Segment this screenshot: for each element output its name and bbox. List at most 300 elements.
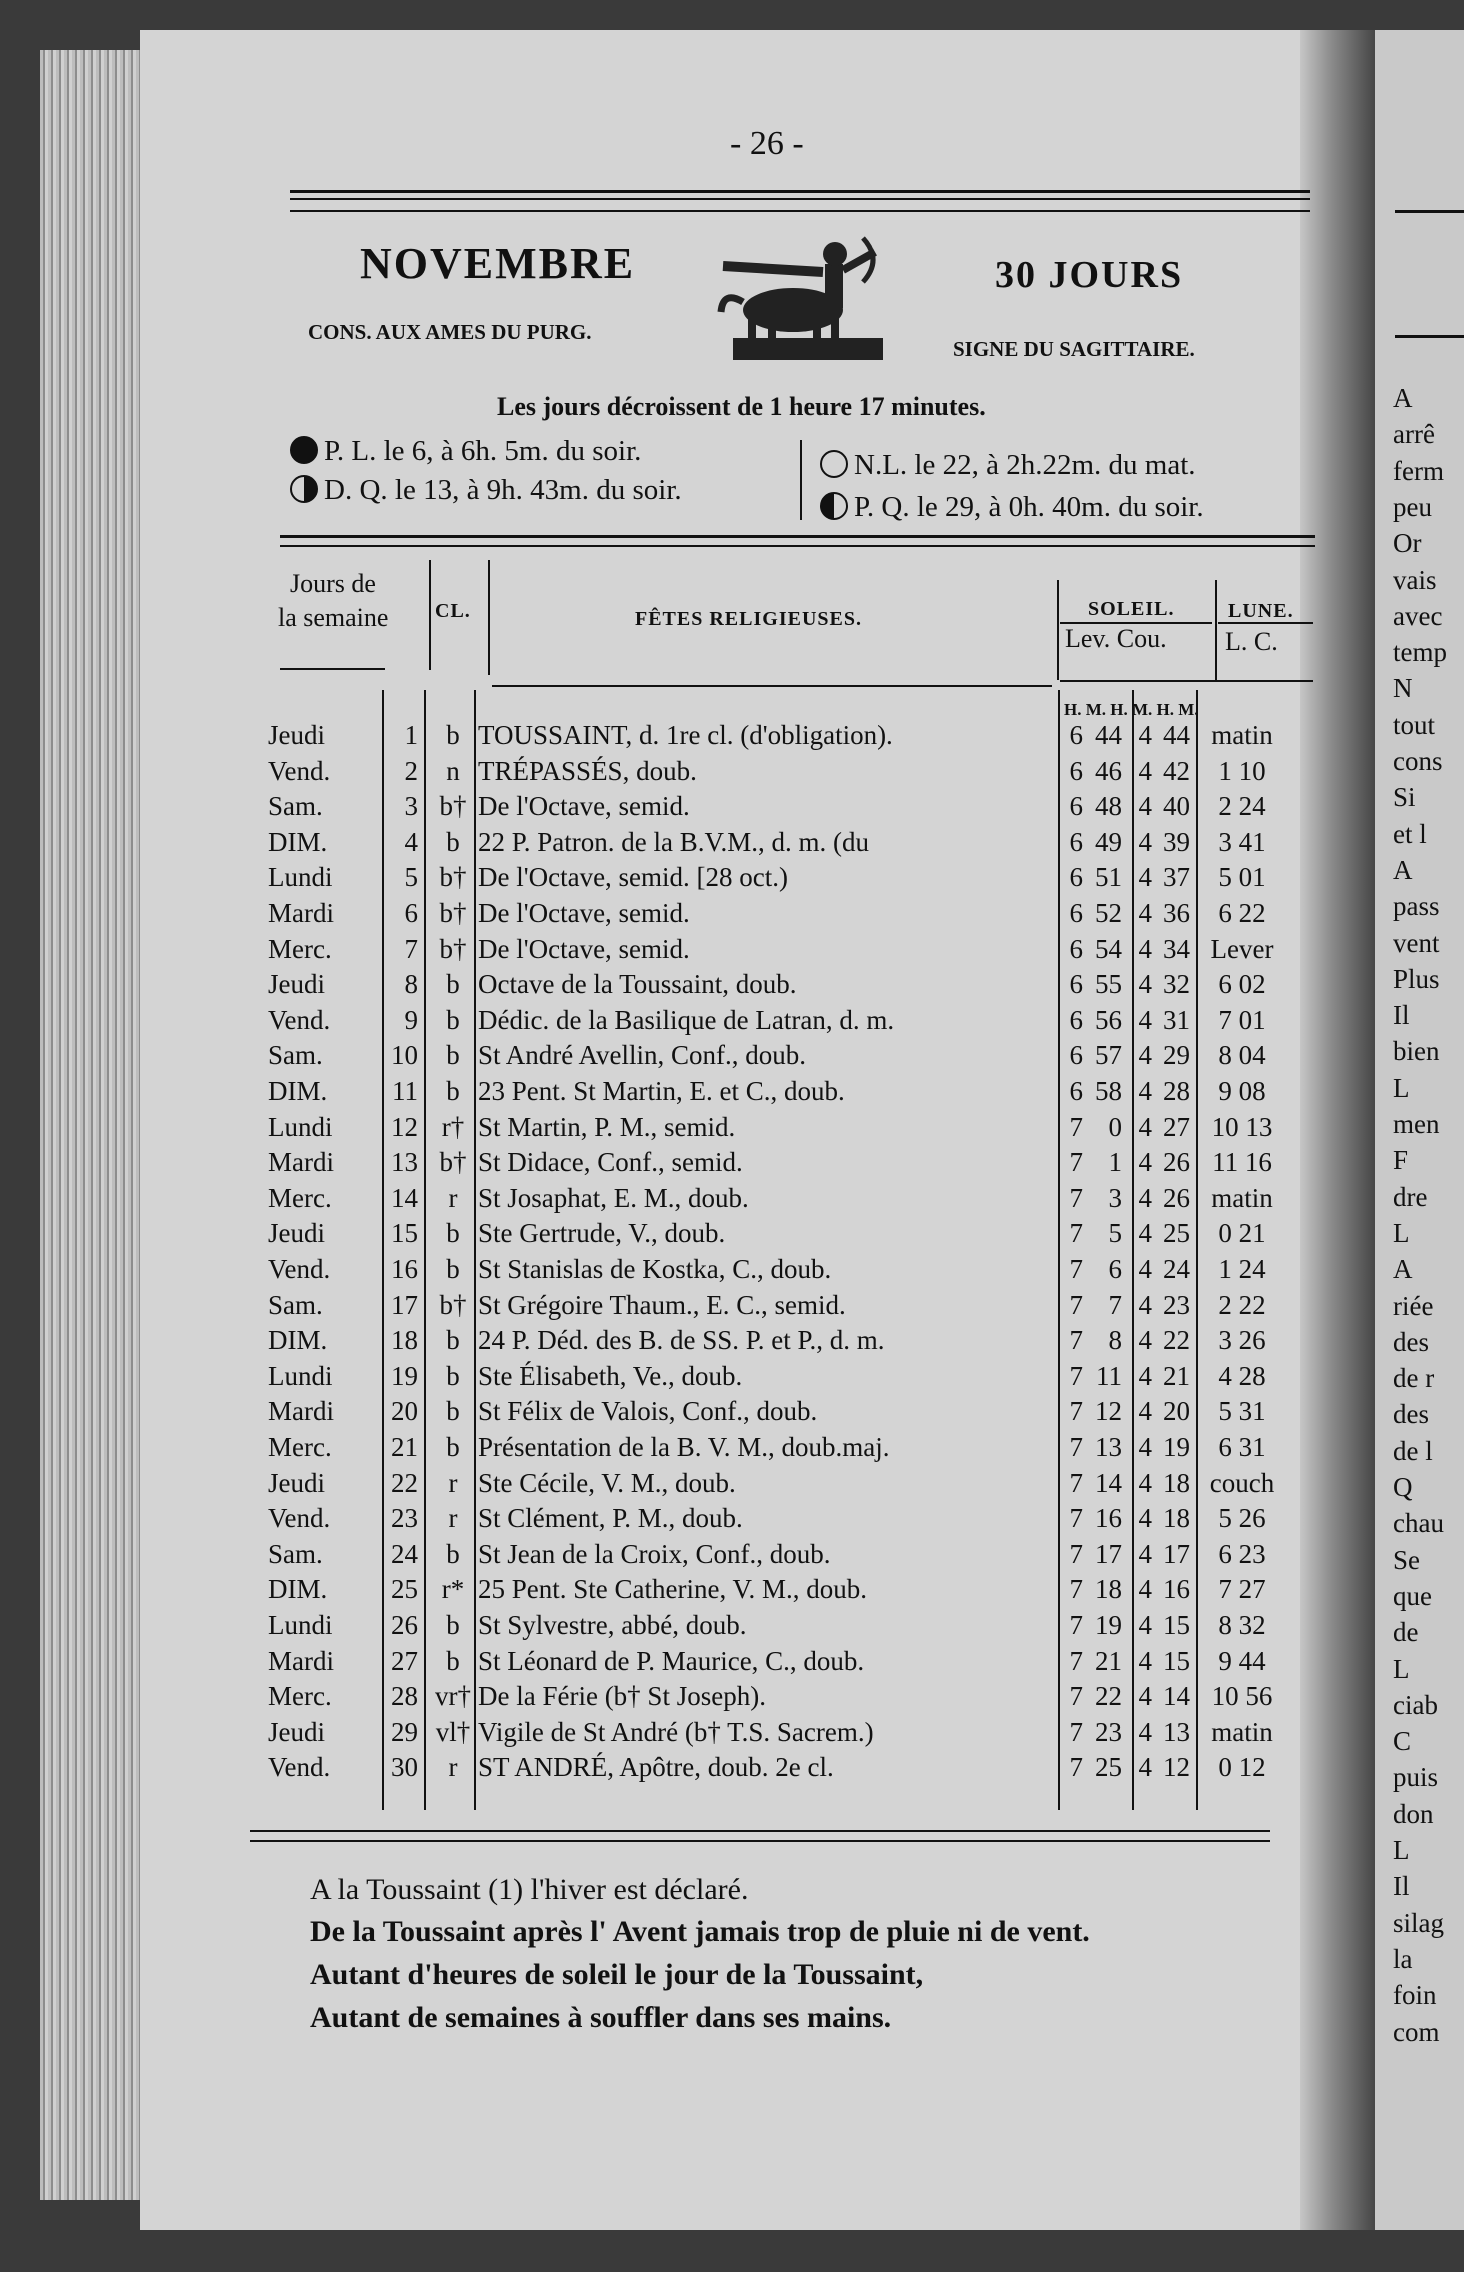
cell-num: 11 [392, 1076, 418, 1106]
cell-lh: 6 [1069, 1040, 1083, 1071]
table-row [268, 860, 1318, 894]
cell-lm: 48 [1095, 791, 1122, 822]
cell-day: Vend. [268, 1254, 331, 1284]
table-row [268, 1145, 1318, 1179]
cell-lh: 6 [1069, 969, 1083, 1000]
cell-lh: 6 [1069, 826, 1083, 857]
cell-num: 23 [391, 1503, 418, 1534]
cell-ch: 4 [1138, 1040, 1152, 1071]
table-row [268, 718, 1318, 752]
cell-feast: 23 Pent. St Martin, E. et C., doub. [478, 1076, 845, 1106]
cell-moon: 3 26 [1218, 1325, 1266, 1356]
cell-lm: 55 [1095, 969, 1122, 1000]
cell-day: Merc. [268, 933, 332, 964]
cell-lh: 6 [1069, 1004, 1083, 1035]
cell-cl: b [446, 1538, 460, 1569]
units-row: H. M. H. M. H. M. [1064, 700, 1199, 719]
cell-ch: 4 [1138, 1396, 1152, 1427]
cell-cm: 20 [1163, 1396, 1190, 1427]
cell-lh: 7 [1069, 1610, 1083, 1640]
next-page-text: temp [1393, 637, 1447, 668]
next-page-text: Q [1393, 1472, 1413, 1502]
cell-num: 16 [391, 1254, 418, 1284]
table-row [268, 1359, 1318, 1393]
next-page-text: A [1393, 1254, 1413, 1285]
cell-day: Jeudi [268, 1716, 325, 1747]
header-soleil: SOLEIL. [1088, 598, 1175, 620]
cell-feast: St André Avellin, Conf., doub. [478, 1040, 806, 1071]
cell-ch: 4 [1138, 826, 1152, 857]
cell-feast: 24 P. Déd. des B. de SS. P. et P., d. m. [478, 1325, 885, 1356]
next-page-text: don [1393, 1798, 1434, 1829]
next-page-text: de r [1393, 1363, 1435, 1394]
cell-lm: 17 [1095, 1538, 1122, 1569]
next-page-text: N [1393, 673, 1413, 704]
next-page-text: de l [1393, 1435, 1433, 1466]
zodiac-sign: SIGNE DU SAGITTAIRE. [953, 337, 1195, 361]
cell-moon: 7 27 [1218, 1574, 1266, 1605]
header-class: CL. [435, 600, 471, 622]
cell-cl: b [446, 1432, 460, 1462]
top-rule [290, 190, 1310, 193]
cell-ch: 4 [1138, 720, 1152, 750]
cell-cm: 17 [1163, 1538, 1190, 1569]
cell-cl: b† [439, 1147, 467, 1178]
cell-ch: 4 [1138, 1574, 1152, 1605]
cell-ch: 4 [1138, 1325, 1152, 1356]
header-feasts: FÊTES RELIGIEUSES. [635, 608, 862, 630]
cell-lm: 8 [1108, 1325, 1122, 1356]
cell-lm: 56 [1095, 1004, 1122, 1035]
cell-cl: b† [439, 898, 467, 928]
header-col-sep-1 [429, 560, 431, 670]
cell-ch: 4 [1138, 1467, 1152, 1498]
cell-moon: 10 13 [1211, 1111, 1273, 1142]
last-quarter-icon [290, 475, 318, 503]
cell-ch: 4 [1138, 969, 1152, 1000]
cell-feast: St Léonard de P. Maurice, C., doub. [478, 1645, 865, 1676]
cell-feast: St Josaphat, E. M., doub. [478, 1182, 749, 1213]
cell-cm: 22 [1163, 1325, 1190, 1356]
cell-day: DIM. [268, 1574, 328, 1605]
next-page-text: arrê [1393, 419, 1435, 450]
cell-cl: b [446, 826, 460, 857]
cell-cm: 21 [1163, 1360, 1190, 1391]
next-page-text: Si [1393, 782, 1416, 813]
month-title: NOVEMBRE [360, 239, 636, 288]
header-col-sep-4 [1215, 580, 1217, 680]
cell-num: 3 [404, 791, 418, 822]
proverb-line-2: De la Toussaint après l' Avent jamais trop de pluie ni de vent. [310, 1915, 1090, 1948]
cell-lm: 6 [1108, 1254, 1122, 1284]
cell-num: 20 [391, 1396, 418, 1427]
cell-lh: 6 [1069, 933, 1083, 964]
cell-feast: St Jean de la Croix, Conf., doub. [478, 1538, 831, 1569]
cell-cm: 29 [1163, 1040, 1190, 1071]
cell-cl: r [448, 1467, 458, 1498]
cell-lm: 13 [1095, 1432, 1122, 1462]
header-bottom-rule-1 [280, 668, 385, 670]
cell-num: 27 [391, 1645, 418, 1676]
cell-day: DIM. [268, 1076, 328, 1106]
cell-lm: 57 [1095, 1040, 1122, 1071]
cell-feast: TRÉPASSÉS, doub. [478, 755, 697, 786]
lune-underline [1218, 622, 1313, 624]
cell-cm: 34 [1163, 933, 1190, 964]
next-page-text: men [1393, 1109, 1440, 1139]
table-row [268, 789, 1318, 823]
table-row [268, 1003, 1318, 1037]
cell-lh: 7 [1069, 1111, 1083, 1142]
cell-moon: matin [1211, 1716, 1273, 1747]
phase-full-moon [290, 436, 641, 466]
proverb-line-4: Autant de semaines à souffler dans ses mains. [310, 2001, 892, 2034]
cell-cl: r [448, 1182, 458, 1213]
cell-moon: 10 56 [1211, 1681, 1273, 1712]
cell-cl: b† [439, 862, 467, 893]
cell-day: Merc. [268, 1432, 332, 1462]
daylight-decrease-note: Les jours décroissent de 1 heure 17 minutes. [497, 392, 986, 421]
cell-day: Sam. [268, 1040, 323, 1071]
next-page-text: que [1393, 1580, 1432, 1611]
cell-num: 2 [404, 755, 418, 786]
cell-lm: 16 [1095, 1503, 1122, 1534]
cell-moon: 3 41 [1218, 826, 1266, 857]
next-page-text: Il [1393, 1000, 1410, 1031]
header-semaine: la semaine [278, 603, 389, 632]
cell-lm: 18 [1095, 1574, 1122, 1605]
cell-ch: 4 [1138, 933, 1152, 964]
page-number: - 26 - [730, 125, 804, 162]
cell-lh: 7 [1069, 1396, 1083, 1427]
cell-cm: 40 [1163, 791, 1190, 822]
table-row [268, 1501, 1318, 1535]
cell-cl: b [446, 1040, 460, 1071]
next-page-text: cons [1393, 746, 1443, 776]
cell-moon: 2 22 [1218, 1289, 1266, 1320]
table-row [268, 1288, 1318, 1322]
full-moon-icon [290, 436, 318, 464]
cell-num: 21 [391, 1432, 418, 1462]
cell-cm: 19 [1163, 1432, 1190, 1462]
cell-lh: 7 [1069, 1325, 1083, 1356]
cell-num: 12 [391, 1111, 418, 1142]
cell-cm: 23 [1163, 1289, 1190, 1320]
next-page-text: des [1393, 1326, 1429, 1357]
table-bottom-rule [250, 1830, 1270, 1832]
next-page-text: vent [1393, 927, 1440, 958]
cell-feast: St Félix de Valois, Conf., doub. [478, 1396, 818, 1427]
cell-feast: Ste Élisabeth, Ve., doub. [478, 1360, 743, 1391]
cell-moon: 6 22 [1218, 898, 1266, 928]
cell-day: Sam. [268, 791, 323, 822]
cell-lm: 22 [1095, 1681, 1122, 1712]
cell-lm: 52 [1095, 898, 1122, 928]
cell-feast: Dédic. de la Basilique de Latran, d. m. [478, 1004, 895, 1035]
cell-day: DIM. [268, 1325, 328, 1356]
cell-lm: 25 [1095, 1752, 1122, 1783]
table-top-rule-2 [280, 545, 1315, 547]
cell-feast: St Martin, P. M., semid. [478, 1111, 736, 1142]
cell-cm: 12 [1163, 1752, 1190, 1783]
cell-feast: De l'Octave, semid. [478, 898, 690, 928]
proverb-line-1: A la Toussaint (1) l'hiver est déclaré. [310, 1873, 749, 1906]
table-row [268, 1644, 1318, 1678]
cell-lh: 7 [1069, 1752, 1083, 1783]
next-page-text: pass [1393, 891, 1440, 922]
cell-ch: 4 [1138, 1645, 1152, 1676]
phase-full-moon-text: P. L. le 6, à 6h. 5m. du soir. [324, 435, 642, 467]
cell-moon: matin [1211, 720, 1273, 750]
cell-moon: 7 01 [1218, 1004, 1266, 1035]
cell-ch: 4 [1138, 1360, 1152, 1391]
top-rule-2 [290, 198, 1310, 200]
cell-num: 4 [404, 826, 418, 857]
cell-cm: 14 [1163, 1681, 1190, 1712]
cell-feast: St Stanislas de Kostka, C., doub. [478, 1254, 832, 1284]
cell-lm: 19 [1095, 1610, 1122, 1640]
cell-cl: b [446, 1396, 460, 1427]
cell-moon: 6 31 [1218, 1432, 1266, 1462]
cell-feast: St Sylvestre, abbé, doub. [478, 1610, 747, 1640]
cell-num: 22 [391, 1467, 418, 1498]
cell-moon: matin [1211, 1182, 1273, 1213]
next-page-text: L [1393, 1653, 1410, 1684]
next-page-text: riée [1393, 1290, 1434, 1321]
table-row [268, 825, 1318, 859]
phase-first-quarter [820, 492, 1204, 522]
cell-ch: 4 [1138, 1147, 1152, 1178]
cell-num: 7 [404, 933, 418, 964]
cell-lm: 23 [1095, 1716, 1122, 1747]
cell-feast: Octave de la Toussaint, doub. [478, 969, 797, 1000]
cell-moon: 5 31 [1218, 1396, 1266, 1427]
next-page-text: avec [1393, 600, 1443, 631]
next-page-text: A [1393, 854, 1413, 885]
cell-cm: 13 [1163, 1716, 1190, 1747]
table-row [268, 1715, 1318, 1749]
new-moon-icon [820, 450, 848, 478]
cell-ch: 4 [1138, 898, 1152, 928]
cell-day: Lundi [268, 1610, 333, 1640]
cell-ch: 4 [1138, 1681, 1152, 1712]
cell-cm: 18 [1163, 1467, 1190, 1498]
cell-cl: b [446, 1610, 460, 1640]
cell-num: 25 [391, 1574, 418, 1605]
cell-lh: 7 [1069, 1218, 1083, 1249]
table-row [268, 1038, 1318, 1072]
cell-moon: 5 26 [1218, 1503, 1266, 1534]
cell-lh: 6 [1069, 1076, 1083, 1106]
table-row [268, 1430, 1318, 1464]
cell-moon: Lever [1210, 933, 1274, 964]
cell-moon: 9 44 [1218, 1645, 1266, 1676]
cell-feast: De l'Octave, semid. [478, 791, 690, 822]
next-page-fragment [1375, 30, 1464, 2230]
cell-cl: b [446, 1076, 460, 1106]
cell-lh: 6 [1069, 755, 1083, 786]
cell-cl: r† [441, 1111, 465, 1142]
proverb-line-3: Autant d'heures de soleil le jour de la Toussaint, [310, 1958, 924, 1991]
cell-lh: 7 [1069, 1254, 1083, 1284]
cell-day: Lundi [268, 862, 333, 893]
cell-num: 18 [391, 1325, 418, 1356]
next-page-text: C [1393, 1726, 1412, 1757]
cell-lh: 7 [1069, 1716, 1083, 1747]
next-page-text: puis [1393, 1762, 1439, 1793]
cell-feast: 25 Pent. Ste Catherine, V. M., doub. [478, 1574, 867, 1605]
top-rule-3 [290, 210, 1310, 212]
cell-ch: 4 [1138, 1004, 1152, 1035]
cell-cl: r [448, 1503, 458, 1534]
header-bottom-rule-3 [1060, 680, 1313, 682]
phase-separator [800, 440, 802, 520]
cell-ch: 4 [1138, 755, 1152, 786]
cell-cl: b [446, 969, 460, 1000]
cell-lm: 44 [1095, 720, 1122, 750]
cell-ch: 4 [1138, 862, 1152, 893]
header-col-sep-2 [488, 560, 490, 675]
cell-ch: 4 [1138, 1182, 1152, 1213]
cell-lm: 58 [1095, 1076, 1122, 1106]
cell-ch: 4 [1138, 791, 1152, 822]
cell-day: Lundi [268, 1111, 333, 1142]
phase-last-quarter [290, 475, 682, 505]
cell-feast: De l'Octave, semid. [478, 933, 690, 964]
cell-day: Merc. [268, 1182, 332, 1213]
cell-day: Merc. [268, 1681, 332, 1712]
cell-feast: Vigile de St André (b† T.S. Sacrem.) [478, 1716, 874, 1747]
cell-cl: b [446, 1325, 460, 1356]
next-page-text: Or [1393, 528, 1422, 559]
cell-ch: 4 [1138, 1111, 1152, 1142]
cell-lh: 6 [1069, 862, 1083, 893]
cell-cm: 18 [1163, 1503, 1190, 1534]
cell-ch: 4 [1138, 1716, 1152, 1747]
cell-num: 14 [391, 1182, 418, 1213]
table-row [268, 1572, 1318, 1606]
cell-ch: 4 [1138, 1610, 1152, 1640]
cell-moon: 4 28 [1218, 1360, 1266, 1391]
next-page-text: peu [1393, 491, 1432, 522]
cell-lm: 54 [1095, 933, 1122, 964]
cell-cl: b [446, 720, 460, 750]
cell-num: 30 [391, 1752, 418, 1783]
next-page-text: A [1393, 383, 1413, 413]
cell-day: Jeudi [268, 1218, 325, 1249]
cell-day: Jeudi [268, 969, 325, 1000]
cell-num: 29 [391, 1716, 418, 1747]
cell-num: 5 [404, 862, 418, 893]
table-row [268, 1679, 1318, 1713]
cell-feast: De l'Octave, semid. [28 oct.) [478, 862, 789, 893]
cell-moon: 0 21 [1218, 1218, 1266, 1249]
soleil-underline [1060, 622, 1212, 624]
cell-cl: b† [439, 933, 467, 964]
table-row [268, 1608, 1318, 1642]
cell-lm: 5 [1108, 1218, 1122, 1249]
sagittarius-emblem [713, 230, 908, 370]
next-page-rule-2 [1395, 335, 1464, 338]
cell-cl: b† [439, 1289, 467, 1320]
cell-moon: 1 10 [1218, 755, 1266, 786]
next-page-rule [1395, 210, 1464, 213]
cell-cl: r [448, 1752, 458, 1783]
next-page-text: silag [1393, 1907, 1444, 1938]
cell-lm: 14 [1095, 1467, 1122, 1498]
cell-num: 19 [391, 1360, 418, 1391]
cell-num: 13 [391, 1147, 418, 1178]
header-bottom-rule-2 [492, 685, 1052, 687]
table-row [268, 1394, 1318, 1428]
cell-lh: 7 [1069, 1538, 1083, 1569]
cell-lm: 0 [1108, 1111, 1122, 1142]
cell-day: Sam. [268, 1289, 323, 1320]
cell-feast: Ste Gertrude, V., doub. [478, 1218, 726, 1249]
cell-cm: 27 [1163, 1111, 1190, 1142]
cell-day: Jeudi [268, 1467, 325, 1498]
cell-lh: 7 [1069, 1289, 1083, 1320]
cell-moon: 9 08 [1218, 1076, 1266, 1106]
cell-ch: 4 [1138, 1289, 1152, 1320]
cell-feast: Ste Cécile, V. M., doub. [478, 1467, 736, 1498]
cell-ch: 4 [1138, 1752, 1152, 1783]
phase-first-quarter-text: P. Q. le 29, à 0h. 40m. du soir. [854, 491, 1204, 523]
cell-ch: 4 [1138, 1254, 1152, 1284]
cell-cm: 28 [1163, 1076, 1190, 1106]
cell-moon: couch [1209, 1467, 1275, 1498]
cell-cl: b† [439, 791, 467, 822]
cell-cl: vl† [435, 1716, 471, 1747]
cell-lh: 7 [1069, 1467, 1083, 1498]
cell-day: Jeudi [268, 720, 325, 750]
next-page-text: vais [1393, 564, 1437, 595]
cell-lm: 1 [1108, 1147, 1122, 1178]
cell-lh: 7 [1069, 1503, 1083, 1534]
cell-lh: 7 [1069, 1645, 1083, 1676]
next-page-text: dre [1393, 1181, 1428, 1212]
cell-lh: 6 [1069, 720, 1083, 750]
next-page-text: Il [1393, 1871, 1410, 1902]
cell-lm: 21 [1095, 1645, 1122, 1676]
cell-num: 1 [404, 720, 418, 750]
cell-moon: 0 12 [1218, 1752, 1266, 1783]
cell-moon: 8 04 [1218, 1040, 1266, 1071]
table-row [268, 896, 1318, 930]
cell-lh: 6 [1069, 791, 1083, 822]
book-page-edges [40, 50, 150, 2200]
cell-cm: 42 [1163, 755, 1190, 786]
cell-cm: 25 [1163, 1218, 1190, 1249]
cell-feast: St Grégoire Thaum., E. C., semid. [478, 1289, 846, 1320]
table-row [268, 1181, 1318, 1215]
cell-moon: 6 02 [1218, 969, 1266, 1000]
cell-cl: b [446, 1004, 460, 1035]
cell-lm: 3 [1108, 1182, 1122, 1213]
cell-num: 10 [391, 1040, 418, 1071]
cell-moon: 1 24 [1218, 1254, 1266, 1284]
next-page-text: L [1393, 1217, 1410, 1248]
cell-cm: 15 [1163, 1645, 1190, 1676]
cell-day: Mardi [268, 1396, 334, 1427]
cell-feast: 22 P. Patron. de la B.V.M., d. m. (du [478, 826, 870, 857]
cell-day: Sam. [268, 1538, 323, 1569]
cell-ch: 4 [1138, 1538, 1152, 1569]
cell-moon: 2 24 [1218, 791, 1266, 822]
cell-cl: b [446, 1360, 460, 1391]
table-row [268, 1252, 1318, 1286]
next-page-text: chau [1393, 1508, 1444, 1539]
